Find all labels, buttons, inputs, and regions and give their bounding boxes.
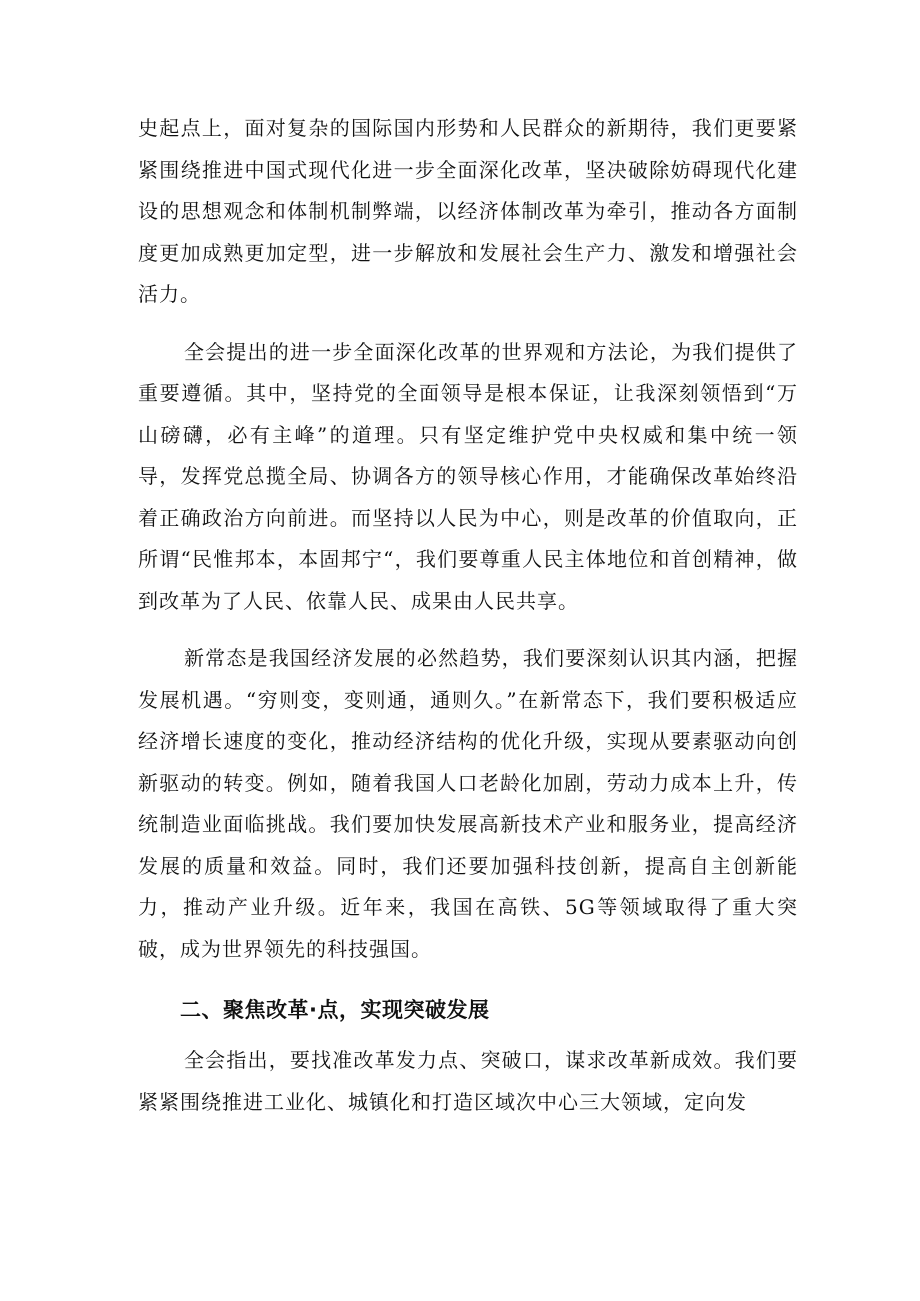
paragraph-new-normal: 新常态是我国经济发展的必然趋势，我们要深刻认识其内涵，把握发展机遇。“穷则变，变则通，通则久。”在新常态下，我们要积极适应经济增长速度的变化，推动经济结构的优化升级，实现从要素驱动向创新驱动的转变。例如，随着我国人口老龄化加剧，劳动力成本上升，传统制造业面临挑战。我们要加快发展高新技术产业和服务业，提高经济发展的质量和效益。同时，我们还要加强科技创新，提高自主创新能力，推动产业升级。近年来，我国在高铁、5G等领域取得了重大突破，成为世界领先的科技强国。	[138, 646, 798, 961]
paragraph-continuation: 史起点上，面对复杂的国际国内形势和人民群众的新期待，我们更要紧紧围绕推进中国式现代化进一步全面深化改革，坚决破除妨碍现代化建设的思想观念和体制机制弊端，以经济体制改革为牵引，推动各方面制度更加成熟更加定型，进一步解放和发展社会生产力、激发和增强社会活力。	[138, 116, 798, 306]
paragraph-worldview: 全会提出的进一步全面深化改革的世界观和方法论，为我们提供了重要遵循。其中，坚持党的全面领导是根本保证，让我深刻领悟到“万山磅礴，必有主峰”的道理。只有坚定维护党中央权威和集中统一领导，发挥党总揽全局、协调各方的领导核心作用，才能确保改革始终沿着正确政治方向前进。而坚持以人民为中心，则是改革的价值取向，正所谓“民惟邦本，本固邦宁“，我们要尊重人民主体地位和首创精神，做到改革为了人民、依靠人民、成果由人民共享。	[138, 339, 798, 613]
paragraph-gap	[138, 622, 798, 638]
section-heading: 二、聚焦改革·点，实现突破发展	[180, 998, 490, 1022]
paragraph-reform-focus: 全会指出，要找准改革发力点、突破口，谋求改革新成效。我们要紧紧围绕推进工业化、城镇化和打造区域次中心三大领域，定向发	[138, 1048, 798, 1114]
paragraph-gap	[138, 316, 798, 332]
document-body	[138, 108, 798, 1123]
paragraph-gap	[138, 970, 798, 986]
